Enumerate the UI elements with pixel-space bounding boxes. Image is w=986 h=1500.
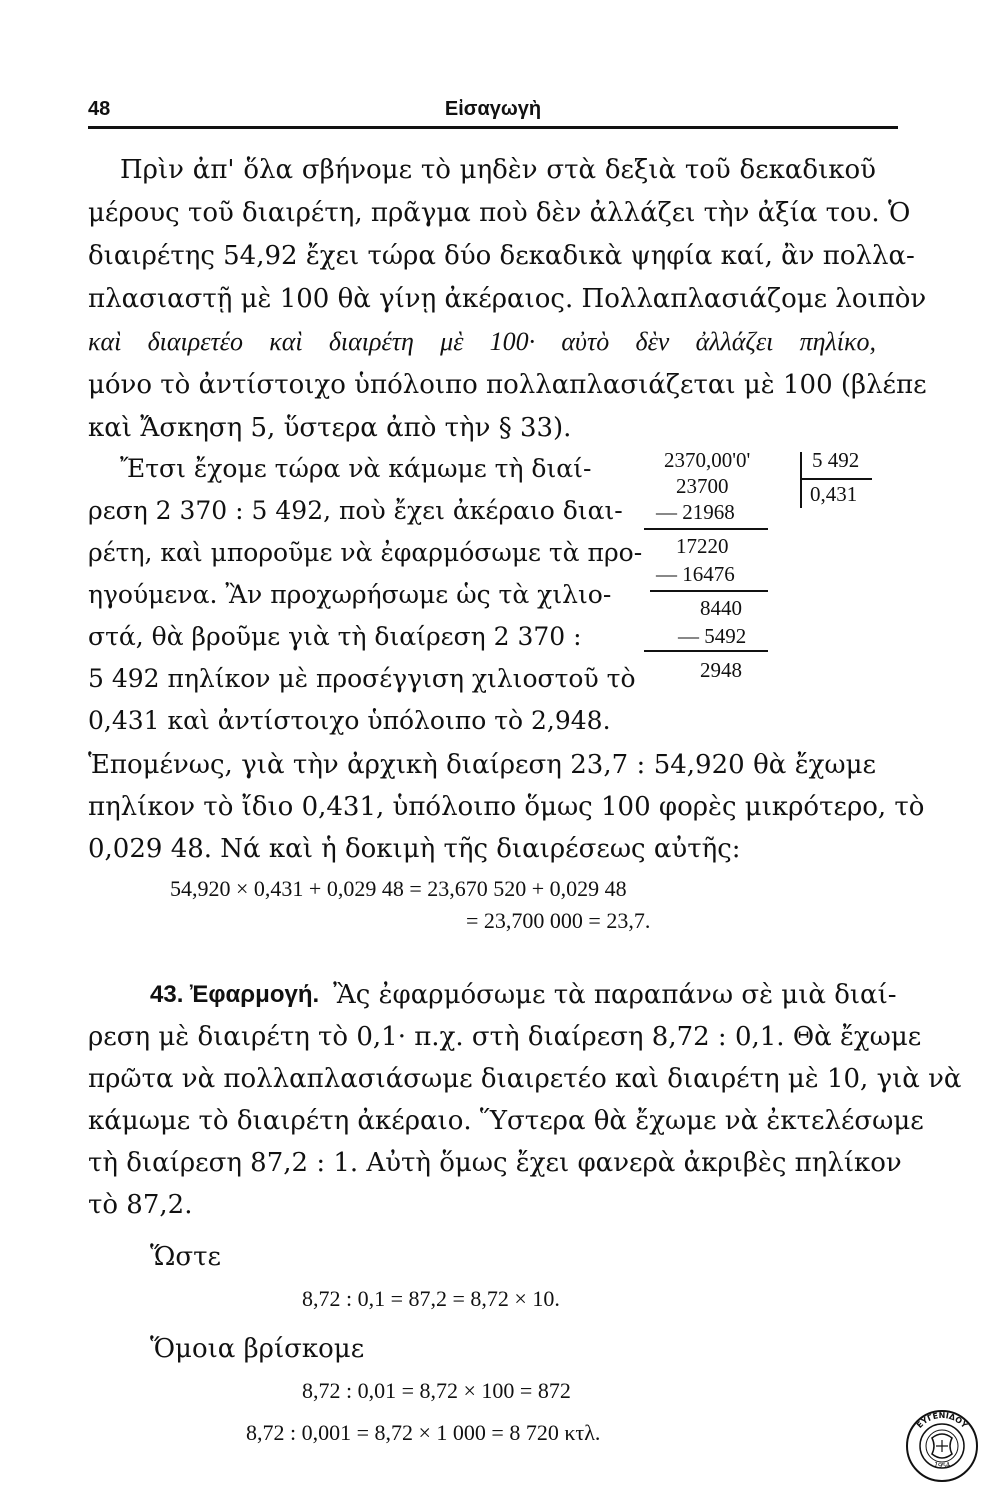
section43-line5: τὴ διαίρεση 87,2 : 1. Αὐτὴ ὅμως ἔχει φανερὰ ἀκριβὲς πηλίκον [88,1148,902,1178]
svg-text:1954 [933,1461,952,1470]
division-rule [650,590,768,592]
check-equation-1: 54,920 × 0,431 + 0,029 48 = 23,670 520 + 0,029 48 [170,876,627,901]
division-step: 8440 [700,596,742,620]
para1-line3: διαιρέτης 54,92 ἔχει τώρα δύο δεκαδικὰ ψηφία καί, ἂν πολλα- [88,241,915,271]
section43-line4: κάμωμε τὸ διαιρέτη ἀκέραιο. Ὕστερα θὰ ἔχωμε νὰ ἐκτελέσωμε [88,1106,924,1136]
para1-line4: πλασιαστῇ μὲ 100 θὰ γίνῃ ἀκέραιος. Πολλαπλασιάζομε λοιπὸν [88,284,927,314]
para3-line3: 0,029 48. Νά καὶ ἡ δοκιμὴ τῆς διαιρέσεως αὐτῆς: [88,834,741,864]
equation-b: 8,72 : 0,01 = 8,72 × 100 = 872 [302,1378,571,1403]
equation-a: 8,72 : 0,1 = 87,2 = 8,72 × 10. [302,1286,560,1311]
section43-line3: πρῶτα νὰ πολλαπλασιάσωμε διαιρετέο καὶ διαιρέτη μὲ 10, γιὰ νὰ [88,1064,962,1094]
svg-text:ΕΥΓΕΝΙΔΟΥ [915,1411,969,1430]
division-quotient: 0,431 [810,482,858,506]
stamp-year: 1954 [932,1460,952,1471]
para2-line4: ηγούμενα. Ἂν προχωρήσωμε ὡς τὰ χιλιο- [88,580,612,609]
division-step: — 21968 [656,500,735,524]
para1-line1: Πρὶν ἀπ' ὅλα σβήνομε τὸ μηδὲν στὰ δεξιὰ τοῦ δεκαδικοῦ [120,155,876,185]
stamp-seal-icon [904,1408,980,1484]
section43-line2: ρεση μὲ διαιρέτη τὸ 0,1· π.χ. στὴ διαίρεση 8,72 : 0,1. Θὰ ἔχωμε [88,1022,922,1052]
division-step: 17220 [676,534,729,558]
para1-line6: μόνο τὸ ἀντίστοιχο ὑπόλοιπο πολλαπλασιάζεται μὲ 100 (βλέπε [88,370,927,400]
division-step: 2948 [700,658,742,682]
para2-line3: ρέτη, καὶ μποροῦμε νὰ ἐφαρμόσωμε τὰ προ- [88,538,643,567]
section-heading: 43. Ἐφαρμογή. [150,981,320,1008]
para1-line2: μέρους τοῦ διαιρέτη, πρᾶγμα ποὺ δὲν ἀλλάζει τὴν ἀξία του. Ὁ [88,198,911,228]
para2-line6: 5 492 πηλίκον μὲ προσέγγιση χιλιοστοῦ τὸ [88,664,636,693]
long-division [640,438,880,698]
para3-line1: Ἑπομένως, γιὰ τὴν ἀρχικὴ διαίρεση 23,7 : 54,920 θὰ ἔχωμε [88,750,876,780]
para1-line5: καὶ διαιρετέο καὶ διαιρέτη μὲ 100· αὐτὸ δὲν ἀλλάζει πηλίκο, [88,327,876,356]
division-rule [644,650,768,652]
division-step: — 5492 [678,624,747,648]
page-number: 48 [88,98,111,120]
para2-line1: Ἔτσι ἔχομε τώρα νὰ κάμωμε τὴ διαί- [120,454,592,483]
division-rule [644,528,768,530]
section43-line1 [150,978,897,1012]
foundation-stamp [904,1408,980,1484]
division-bracket-vertical [800,452,802,508]
running-title: Εἰσαγωγὴ [444,98,542,120]
page-header [88,98,898,126]
para1-line7: καὶ Ἄσκηση 5, ὕστερα ἀπὸ τὴν § 33). [88,413,572,443]
omoia-label: Ὅμοια βρίσκομε [150,1334,365,1364]
para2-line5: στά, θὰ βροῦμε γιὰ τὴ διαίρεση 2 370 : [88,622,582,651]
division-divisor: 5 492 [812,448,860,472]
division-dividend: 2370,00'0' [664,448,751,472]
division-step: 23700 [676,474,729,498]
division-step: — 16476 [656,562,735,586]
oste-label: Ὥστε [150,1242,221,1272]
stamp-text-top: ΕΥΓΕΝΙΔΟΥ [914,1410,970,1430]
section43-line6: τὸ 87,2. [88,1190,193,1220]
header-rule [88,126,898,129]
equation-c: 8,72 : 0,001 = 8,72 × 1 000 = 8 720 κτλ. [246,1420,601,1445]
para2-line7: 0,431 καὶ ἀντίστοιχο ὑπόλοιπο τὸ 2,948. [88,706,611,735]
check-equation-2: = 23,700 000 = 23,7. [466,908,651,933]
section43-line1-text: Ἂς ἐφαρμόσωμε τὰ παραπάνω σὲ μιὰ διαί- [333,980,897,1010]
para3-line2: πηλίκον τὸ ἴδιο 0,431, ὑπόλοιπο ὅμως 100 φορὲς μικρότερο, τὸ [88,792,925,822]
para2-line2: ρεση 2 370 : 5 492, ποὺ ἔχει ἀκέραιο διαι- [88,496,623,525]
division-bracket-horizontal [800,478,872,480]
